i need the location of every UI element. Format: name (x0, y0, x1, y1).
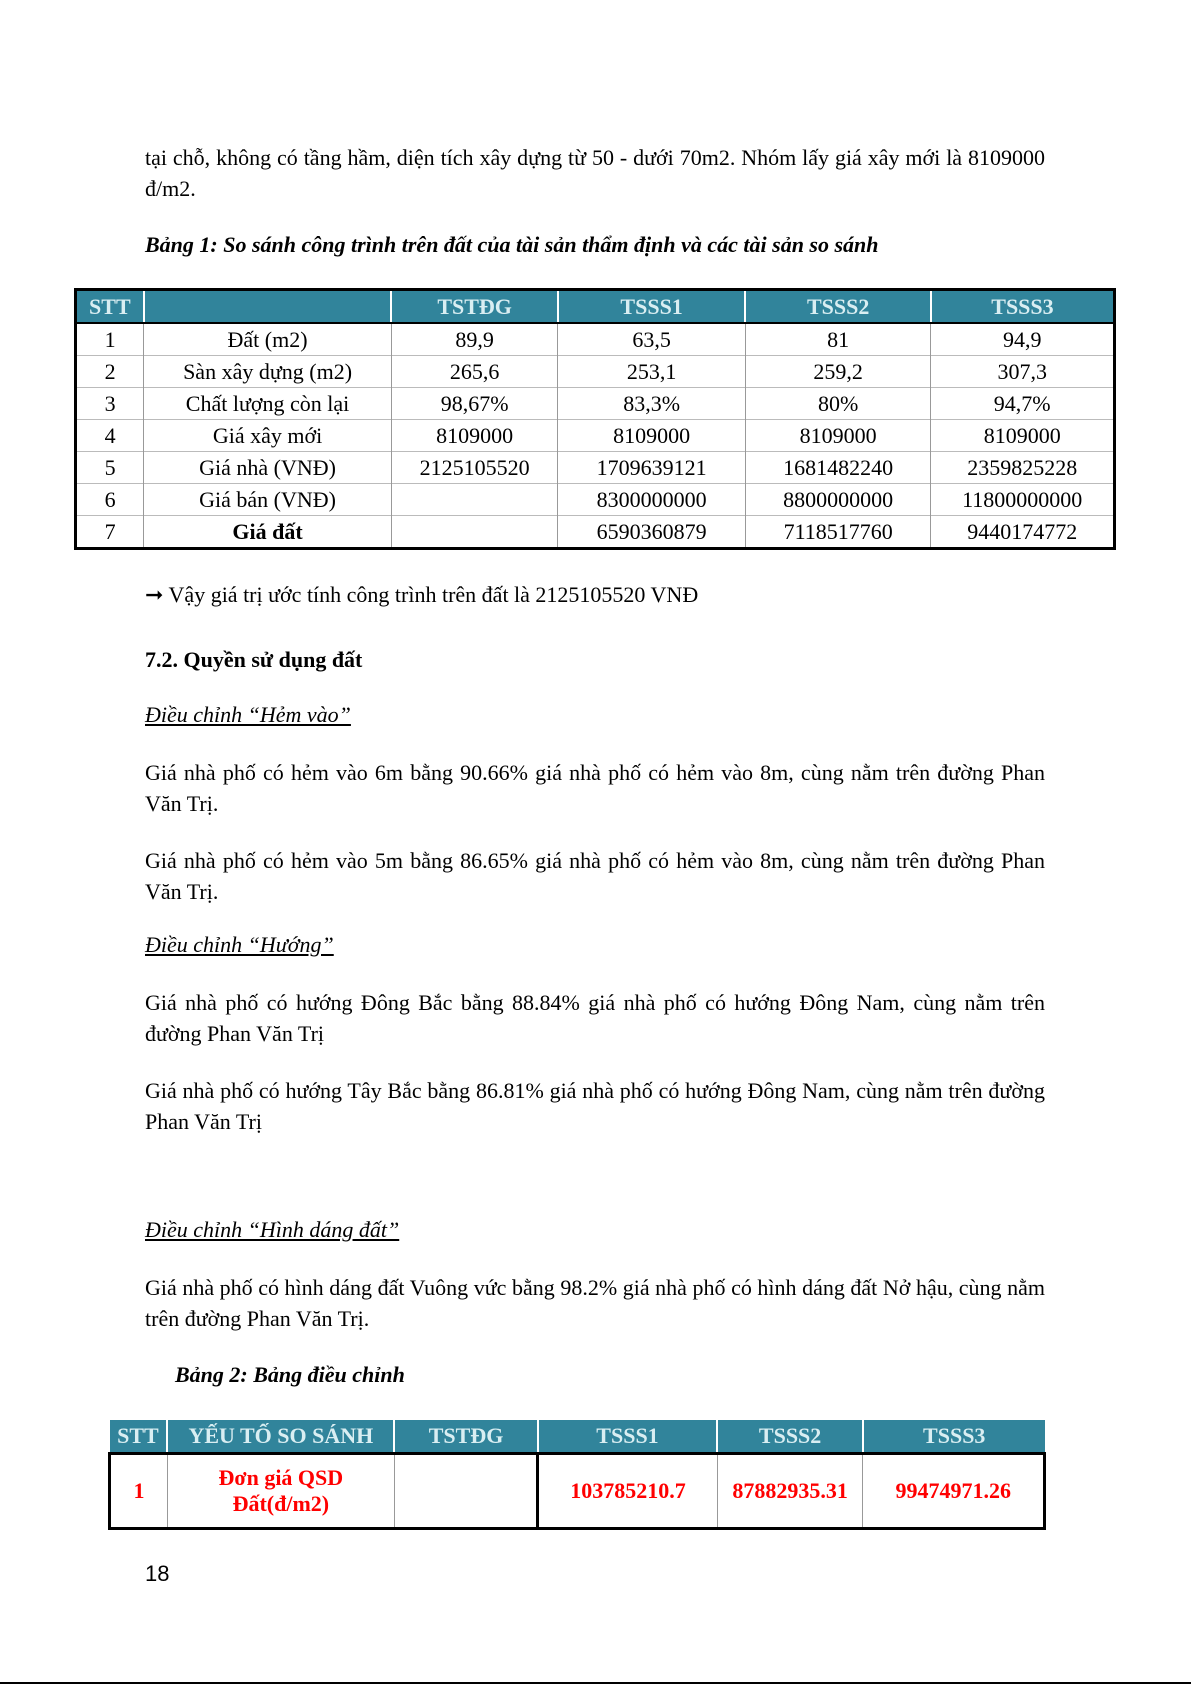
cell-tstdg: 89,9 (391, 323, 557, 356)
intro-paragraph: tại chỗ, không có tầng hầm, diện tích xây dựng từ 50 - dưới 70m2. Nhóm lấy giá xây mới là 8109000 đ/m2. (145, 145, 1045, 201)
footer-divider (0, 1682, 1191, 1684)
paragraph: Giá nhà phố có hình dáng đất Vuông vức bằng 98.2% giá nhà phố có hình dáng đất Nở hậu, cùng nằm trên đường Phan Văn Trị. (145, 1275, 1045, 1331)
cell-criteria: Chất lượng còn lại (144, 388, 392, 420)
cell-tsss3: 99474971.26 (863, 1454, 1045, 1529)
table-row (76, 484, 1115, 516)
subsection-title-hinh-dang: Điều chỉnh “Hình dáng đất” (145, 1217, 400, 1242)
table-row (76, 323, 1115, 356)
section-title: 7.2. Quyền sử dụng đất (145, 647, 363, 672)
cell-criteria: Giá bán (VNĐ) (144, 484, 392, 516)
table-header-row (110, 1420, 1045, 1454)
cell-stt: 6 (76, 484, 144, 516)
col-header-tsss2: TSSS2 (717, 1420, 863, 1454)
col-header-stt: STT (110, 1420, 168, 1454)
col-header-tsss3: TSSS3 (863, 1420, 1045, 1454)
table-row (76, 452, 1115, 484)
table1-caption: Bảng 1: So sánh công trình trên đất của tài sản thẩm định và các tài sản so sánh (145, 232, 879, 257)
col-header-tsss1: TSSS1 (538, 1420, 717, 1454)
conclusion-text: ➞ Vậy giá trị ước tính công trình trên đất là 2125105520 VNĐ (145, 582, 699, 607)
cell-stt: 1 (104, 326, 116, 352)
cell-stt: 1 (110, 1454, 168, 1529)
col-header-tsss2: TSSS2 (745, 290, 931, 324)
cell-stt: 3 (76, 388, 144, 420)
cell-tsss3: 94,7% (931, 388, 1115, 420)
cell-tsss2: 80% (745, 388, 931, 420)
cell-tsss2: 8800000000 (745, 484, 931, 516)
page-number: 18 (145, 1561, 170, 1586)
cell-factor (167, 1454, 394, 1529)
col-header-tsss1: TSSS1 (558, 290, 746, 324)
cell-tsss1: 8300000000 (558, 484, 746, 516)
cell-tsss2: 259,2 (745, 356, 931, 388)
cell-tstdg (391, 516, 557, 549)
table-row (110, 1454, 1045, 1529)
cell-tsss1: 8109000 (558, 420, 746, 452)
cell-tsss2: 7118517760 (745, 516, 931, 549)
cell-tsss1: 63,5 (558, 323, 746, 356)
table2-caption: Bảng 2: Bảng điều chỉnh (175, 1362, 405, 1387)
cell-tsss2: 87882935.31 (717, 1454, 863, 1529)
adjustment-table (108, 1420, 1046, 1530)
factor-label-line2: Đất(đ/m2) (232, 1491, 330, 1516)
factor-label-line1: Đơn giá QSD (218, 1465, 344, 1490)
col-header-tstdg: TSTĐG (394, 1420, 537, 1454)
cell-tsss3: 2359825228 (931, 452, 1115, 484)
cell-criteria: Sàn xây dựng (m2) (144, 356, 392, 388)
table-row (76, 420, 1115, 452)
subsection-title-hem-vao: Điều chỉnh “Hẻm vào” (145, 702, 351, 727)
cell-tsss1: 253,1 (558, 356, 746, 388)
cell-stt: 5 (76, 452, 144, 484)
cell-tsss3: 307,3 (931, 356, 1115, 388)
paragraph: Giá nhà phố có hẻm vào 5m bằng 86.65% giá nhà phố có hẻm vào 8m, cùng nằm trên đường Phan Văn Trị. (145, 848, 1045, 904)
comparison-table (74, 288, 1116, 550)
cell-criteria: Giá nhà (VNĐ) (144, 452, 392, 484)
table-row (76, 388, 1115, 420)
table-row (76, 356, 1115, 388)
paragraph: Giá nhà phố có hướng Đông Bắc bằng 88.84% giá nhà phố có hướng Đông Nam, cùng nằm trên đường Phan Văn Trị (145, 990, 1045, 1046)
cell-criteria: Đất (m2) (144, 323, 392, 356)
cell-tsss1: 83,3% (558, 388, 746, 420)
subsection-title-huong: Điều chỉnh “Hướng” (145, 932, 334, 957)
cell-tstdg: 2125105520 (391, 452, 557, 484)
cell-tsss1: 1709639121 (558, 452, 746, 484)
cell-tstdg: 265,6 (391, 356, 557, 388)
paragraph: Giá nhà phố có hẻm vào 6m bằng 90.66% giá nhà phố có hẻm vào 8m, cùng nằm trên đường Phan Văn Trị. (145, 760, 1045, 816)
cell-stt: 7 (76, 516, 144, 549)
cell-tsss2: 8109000 (745, 420, 931, 452)
cell-criteria: Giá xây mới (144, 420, 392, 452)
col-header-criteria (144, 290, 392, 324)
cell-tsss3: 8109000 (931, 420, 1115, 452)
col-header-tsss3: TSSS3 (931, 290, 1115, 324)
col-header-stt: STT (76, 290, 144, 324)
cell-tsss1: 103785210.7 (538, 1454, 717, 1529)
table-row (76, 516, 1115, 549)
cell-tsss3: 94,9 (931, 323, 1115, 356)
cell-tstdg: 8109000 (391, 420, 557, 452)
col-header-tstdg: TSTĐG (391, 290, 557, 324)
col-header-factor: YẾU TỐ SO SÁNH (167, 1420, 394, 1454)
cell-tsss2: 81 (745, 323, 931, 356)
table-header-row (76, 290, 1115, 324)
cell-stt: 2 (76, 356, 144, 388)
cell-stt: 4 (76, 420, 144, 452)
cell-tsss1: 6590360879 (558, 516, 746, 549)
paragraph: Giá nhà phố có hướng Tây Bắc bằng 86.81% giá nhà phố có hướng Đông Nam, cùng nằm trên đường Phan Văn Trị (145, 1078, 1045, 1134)
cell-tsss3: 9440174772 (931, 516, 1115, 549)
cell-tstdg (391, 484, 557, 516)
cell-tstdg: 98,67% (391, 388, 557, 420)
cell-tsss2: 1681482240 (745, 452, 931, 484)
cell-tstdg (394, 1454, 537, 1529)
cell-tsss3: 11800000000 (931, 484, 1115, 516)
cell-criteria: Giá đất (144, 516, 392, 549)
